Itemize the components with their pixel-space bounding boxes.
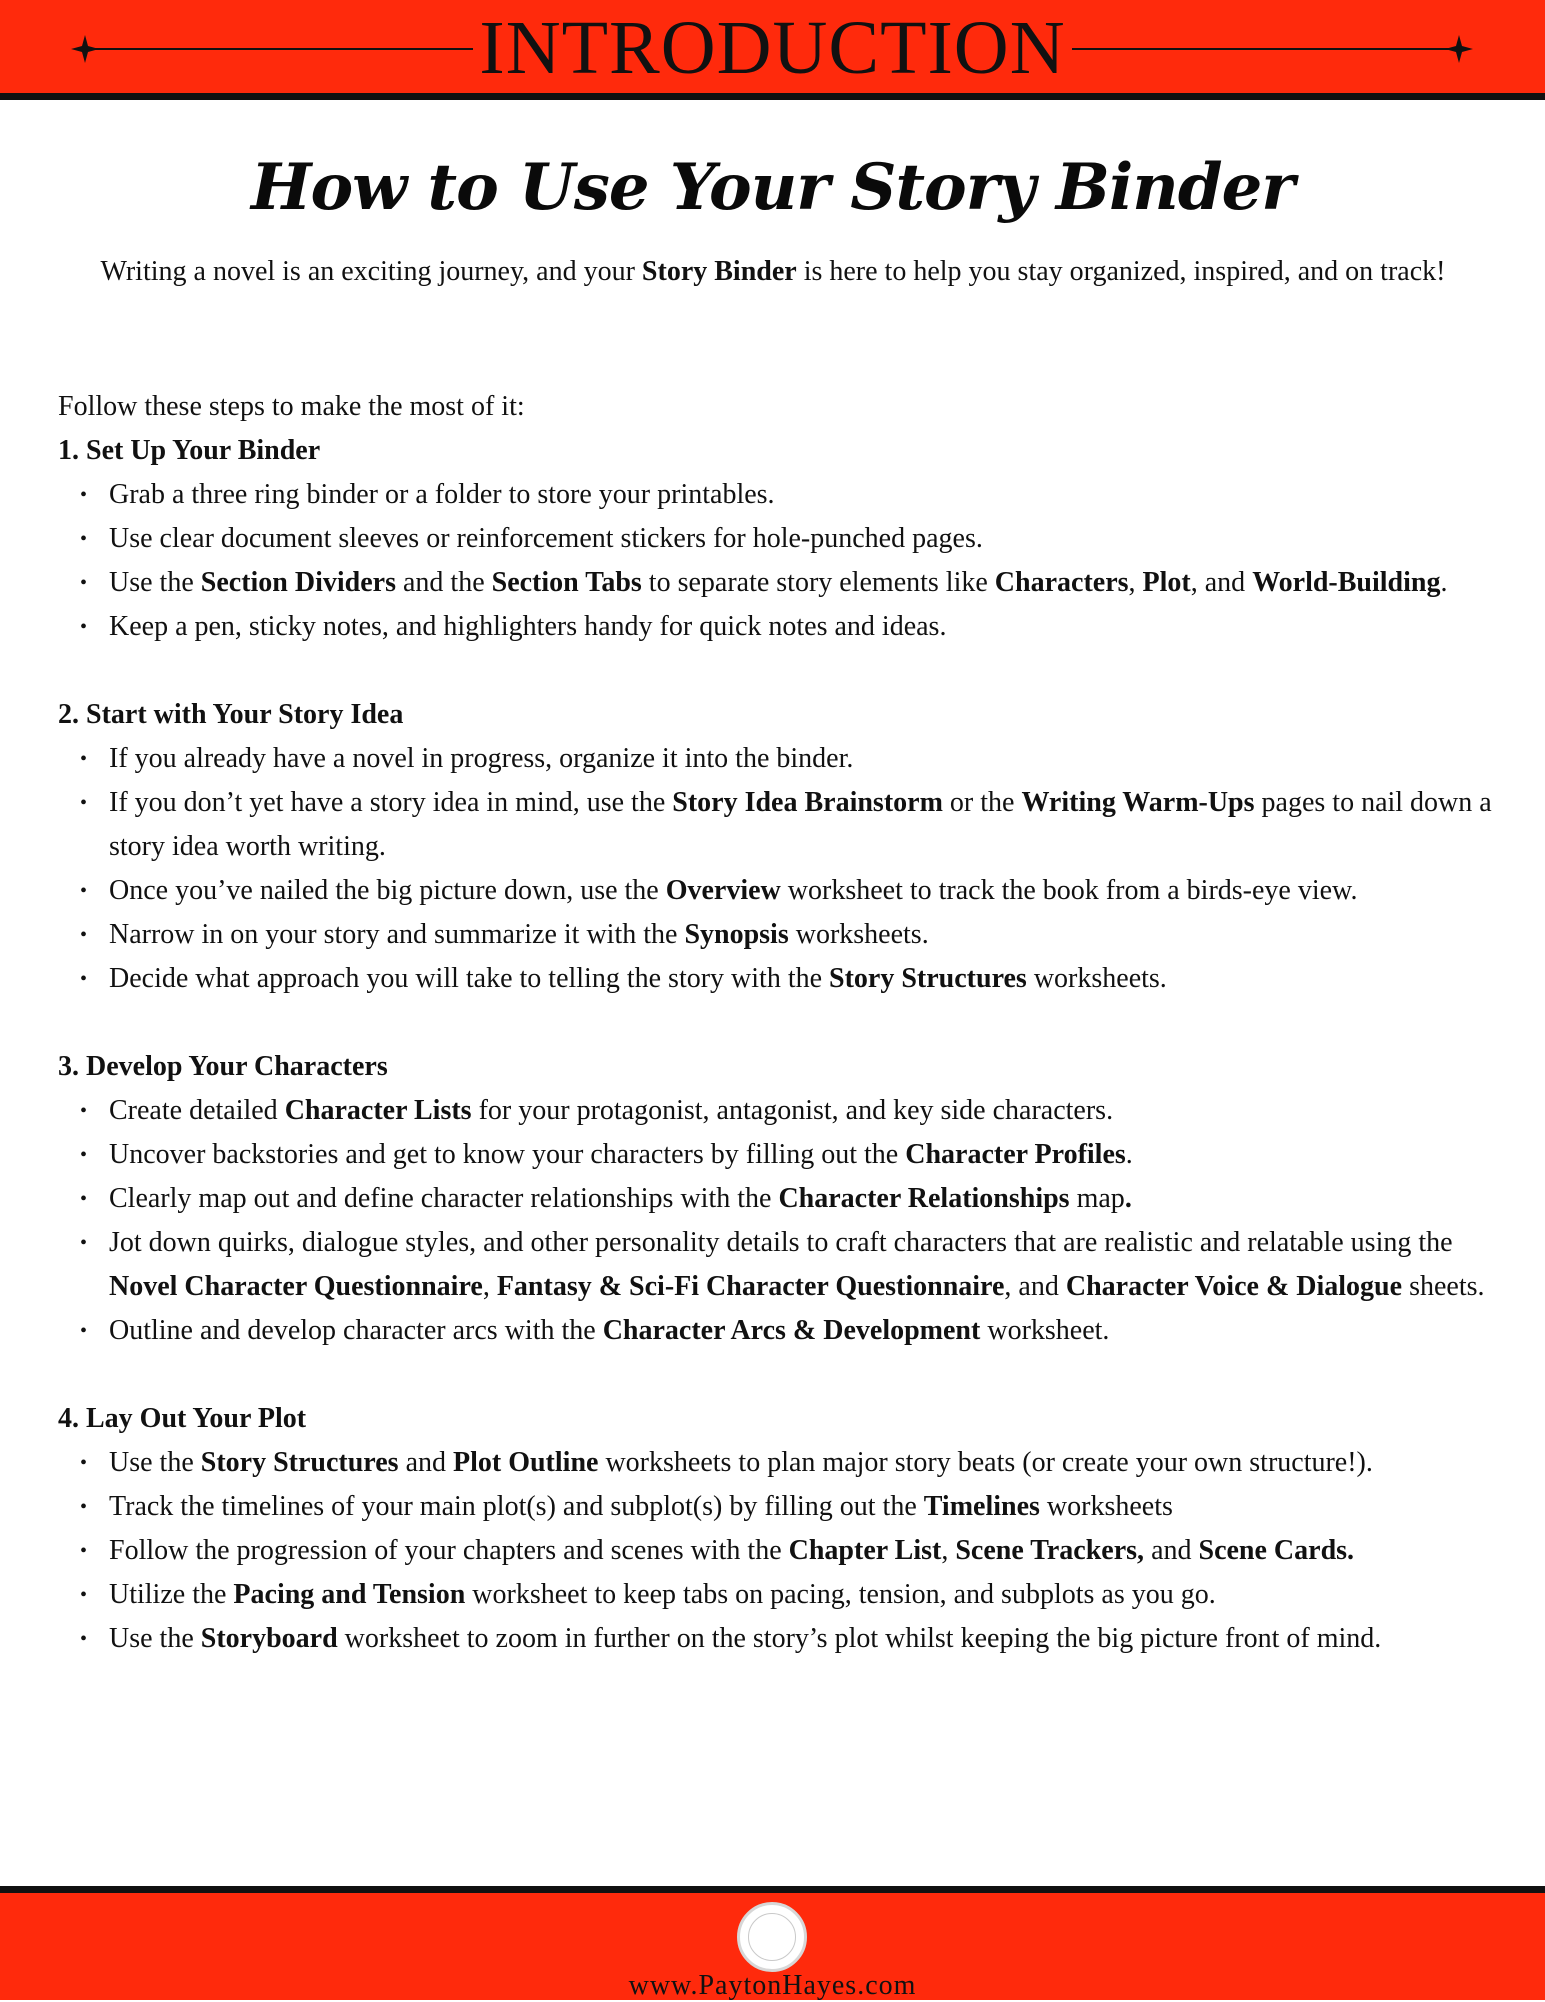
bold-text: Timelines [923,1491,1040,1522]
text-run: worksheets. [788,919,929,950]
list-item [58,737,1498,781]
logo [737,1902,807,1972]
bold-text: Section Tabs [491,567,642,598]
text-run: worksheets [1039,1491,1173,1522]
text-run: is here to help you stay organized, inspired, and on track! [796,256,1446,287]
step-section [58,1397,1498,1661]
list-item [58,1133,1498,1177]
list-item [58,1485,1498,1529]
list-item [58,473,1498,517]
text-run: Outline and develop character arcs with the [109,1315,603,1346]
bullet-list [58,737,1498,1001]
bold-text: Section Dividers [200,567,396,598]
bold-text: Character Relationships [778,1183,1070,1214]
text-run: Grab a three ring binder or a folder to store your printables. [109,479,775,510]
list-item [58,1089,1498,1133]
text-run: If you already have a novel in progress, organize it into the binder. [109,743,854,774]
text-run: Decide what approach you will take to telling the story with the [109,963,830,994]
list-item [58,605,1498,649]
text-run: worksheet to track the book from a birds-eye view. [780,875,1358,906]
text-run: worksheet to keep tabs on pacing, tension, and subplots as you go. [465,1579,1216,1610]
text-run: worksheets to plan major story beats (or create your own structure!). [598,1447,1373,1478]
bold-text: Writing Warm-Ups [1021,787,1255,818]
list-item [58,869,1498,913]
text-run: Writing a novel is an exciting journey, and your [100,256,642,287]
text-run: Use clear document sleeves or reinforcement stickers for hole-punched pages. [109,523,983,554]
list-item [58,1617,1498,1661]
text-run: Use the [109,1623,201,1654]
text-run: Create detailed [109,1095,285,1126]
text-run: Clearly map out and define character relationships with the [109,1183,779,1214]
list-item [58,1441,1498,1485]
text-run: Jot down quirks, dialogue styles, and other personality details to craft characters that are realistic and relatable using the [109,1227,1453,1258]
bold-text: Pacing and Tension [233,1579,466,1610]
text-run: . [1440,567,1448,598]
bold-text: Storyboard [200,1623,338,1654]
bold-text: Story Binder [641,256,797,287]
section-heading: 1. Set Up Your Binder [58,435,321,466]
bold-text: . [1124,1183,1132,1214]
list-item [58,957,1498,1001]
bold-text: Story Structures [829,963,1027,994]
text-run: map [1069,1183,1125,1214]
list-item [58,1529,1498,1573]
list-item [58,1309,1498,1353]
text-run: Follow the progression of your chapters and scenes with the [109,1535,789,1566]
text-run: , [482,1271,497,1302]
text-run: to separate story elements like [641,567,995,598]
list-item [58,561,1498,605]
text-run: , [941,1535,956,1566]
text-run: . [1125,1139,1133,1170]
bold-text: Synopsis [684,919,789,950]
text-run: Utilize the [109,1579,234,1610]
bold-text: World-Building [1252,567,1441,598]
list-item [58,517,1498,561]
section-heading: 3. Develop Your Characters [58,1051,388,1082]
bold-text: Character Profiles [905,1139,1126,1170]
step-section [58,429,1498,649]
header-title: INTRODUCTION [0,0,1545,96]
text-run: , [1128,567,1143,598]
text-run: Once you’ve nailed the big picture down, use the [109,875,666,906]
bold-text: Plot Outline [453,1447,599,1478]
bold-text: Story Structures [200,1447,399,1478]
lead-text: Follow these steps to make the most of it: [58,391,525,422]
bullet-list [58,473,1498,649]
bold-text: Scene Trackers, [955,1535,1145,1566]
list-item [58,1221,1498,1309]
step-section [58,1045,1498,1353]
bold-text: Scene Cards. [1198,1535,1355,1566]
steps-content [58,385,1498,1705]
text-run: pages to nail down a story idea worth writing. [109,787,1492,862]
section-heading: 4. Lay Out Your Plot [58,1403,307,1434]
text-run: Use the [109,1447,201,1478]
sparkle-icon [70,34,100,64]
bold-text: Story Idea Brainstorm [672,787,943,818]
bold-text: Character Arcs & Development [602,1315,981,1346]
text-run: and [1144,1535,1199,1566]
intro-paragraph [58,250,1488,294]
section-heading: 2. Start with Your Story Idea [58,699,404,730]
text-run: worksheets. [1026,963,1167,994]
bold-text: Novel Character Questionnaire [109,1271,483,1302]
text-run: If you don’t yet have a story idea in mind, use the [109,787,673,818]
bullet-list [58,1089,1498,1353]
bullet-list [58,1441,1498,1661]
text-run: , and [1004,1271,1066,1302]
text-run: and [398,1447,453,1478]
bold-text: Character Voice & Dialogue [1065,1271,1403,1302]
text-run: and the [395,567,492,598]
sparkle-icon [1444,34,1474,64]
bold-text: Overview [665,875,781,906]
text-run: Track the timelines of your main plot(s) and subplot(s) by filling out the [109,1491,924,1522]
header-rule-left [86,48,486,50]
list-item [58,1573,1498,1617]
logo-ring [748,1913,796,1961]
list-item [58,913,1498,957]
bold-text: Plot [1142,567,1191,598]
text-run: for your protagonist, antagonist, and key side characters. [471,1095,1114,1126]
step-section [58,693,1498,1001]
list-item [58,1177,1498,1221]
text-run: sheets. [1402,1271,1485,1302]
text-run: Use the [109,567,201,598]
bold-text: Chapter List [788,1535,942,1566]
bold-text: Character Lists [284,1095,472,1126]
text-run: worksheet. [980,1315,1110,1346]
footer-url[interactable]: www.PaytonHayes.com [628,1970,917,2001]
text-run: Uncover backstories and get to know your characters by filling out the [109,1139,906,1170]
bold-text: Fantasy & Sci-Fi Character Questionnaire [496,1271,1005,1302]
list-item [58,781,1498,869]
text-run: Narrow in on your story and summarize it with the [109,919,685,950]
text-run: worksheet to zoom in further on the story’s plot whilst keeping the big picture front of mind. [337,1623,1382,1654]
sections-list [58,429,1498,1661]
bold-text: Characters [994,567,1129,598]
text-run: , and [1190,567,1253,598]
header-rule-right [1060,48,1460,50]
text-run: or the [942,787,1022,818]
page-title: How to Use Your Story Binder [250,150,1295,225]
text-run: Keep a pen, sticky notes, and highlighters handy for quick notes and ideas. [109,611,947,642]
